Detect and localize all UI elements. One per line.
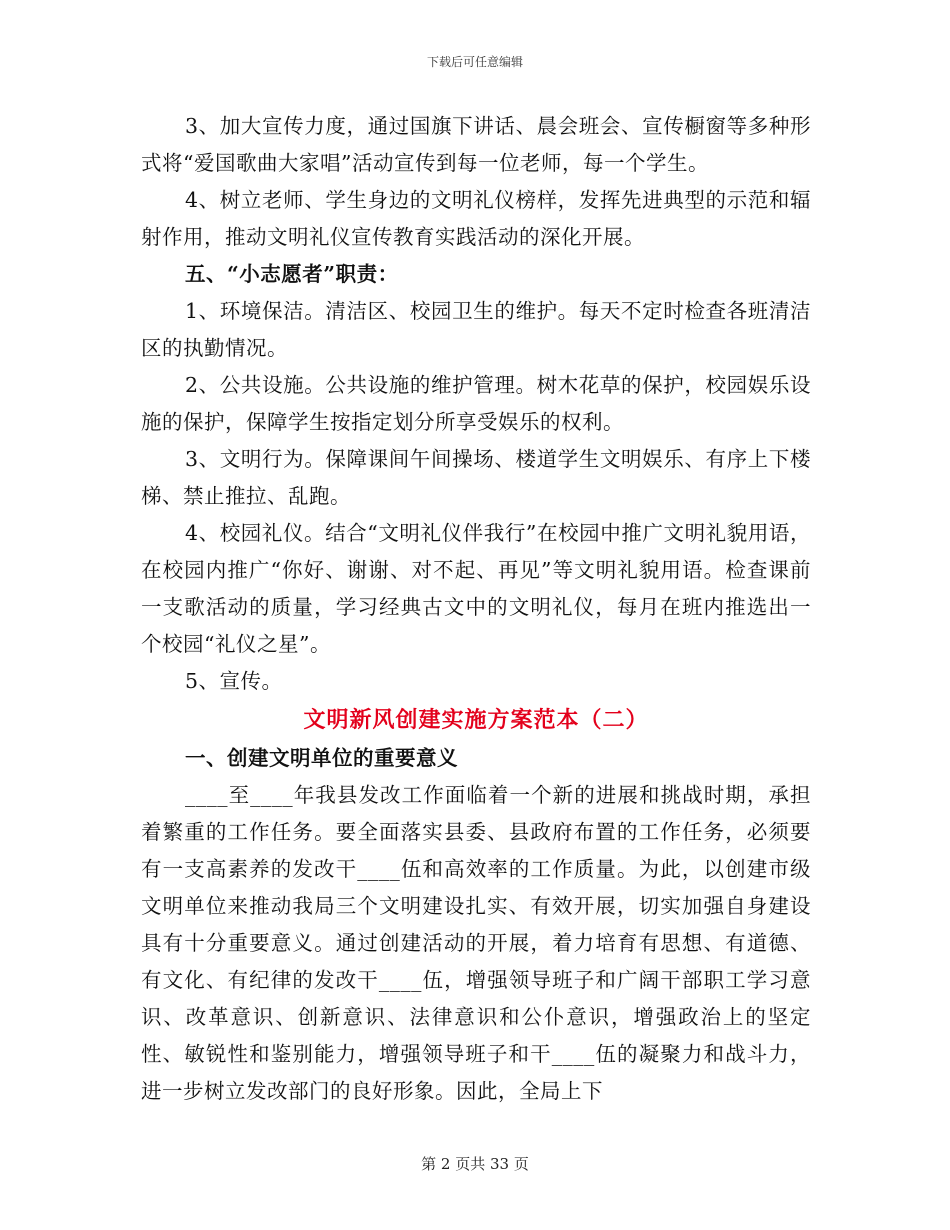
duty-item-5: 5、宣传。 (185, 669, 283, 693)
duty-item-1: 1、环境保洁。清洁区、校园卫生的维护。每天不定时检查各班清洁区的执勤情况。 (141, 299, 811, 360)
duty-item-4: 4、校园礼仪。结合“文明礼仪伴我行”在校园中推广文明礼貌用语，在校园内推广“你好、谢谢、对不起、再见”等文明礼貌用语。检查课前一支歌活动的质量，学习经典古文中的文明礼仪，每月在班内推选出一个校园“礼仪之星”。 (141, 521, 811, 656)
document-body (141, 108, 811, 1110)
paragraph-item-4: 4、树立老师、学生身边的文明礼仪榜样，发挥先进典型的示范和辐射作用，推动文明礼仪宣传教育实践活动的深化开展。 (141, 188, 811, 249)
page-footer: 第 2 页共 33 页 (421, 1155, 529, 1173)
body-paragraph: ____至____年我县发改工作面临着一个新的进展和挑战时期，承担着繁重的工作任务。要全面落实县委、县政府布置的工作任务，必须要有一支高素养的发改干____伍和高效率的工作质量。为此，以创建市级文明单位来推动我局三个文明建设扎实、有效开展，切实加强自身建设具有十分重要意义。通过创建活动的开展，着力培育有思想、有道德、有文化、有纪律的发改干____伍，增强领导班子和广阔干部职工学习意识、改革意识、创新意识、法律意识和公仆意识，增强政治上的坚定性、敏锐性和鉴别能力，增强领导班子和干____伍的凝聚力和战斗力，进一步树立发改部门的良好形象。因此，全局上下 (141, 783, 811, 1103)
page-header: 下载后可任意编辑 (426, 55, 523, 69)
paragraph-item-3: 3、加大宣传力度，通过国旗下讲话、晨会班会、宣传橱窗等多种形式将“爱国歌曲大家唱”活动宣传到每一位老师，每一个学生。 (141, 114, 811, 175)
section-heading-volunteer-duties: 五、“小志愿者”职责： (185, 262, 399, 286)
subheading: 一、创建文明单位的重要意义 (185, 746, 458, 770)
section-title: 文明新风创建实施方案范本（二） (303, 707, 649, 733)
duty-item-3: 3、文明行为。保障课间午间操场、楼道学生文明娱乐、有序上下楼梯、禁止推拉、乱跑。 (141, 447, 811, 508)
duty-item-2: 2、公共设施。公共设施的维护管理。树木花草的保护，校园娱乐设施的保护，保障学生按指定划分所享受娱乐的权利。 (141, 373, 811, 434)
